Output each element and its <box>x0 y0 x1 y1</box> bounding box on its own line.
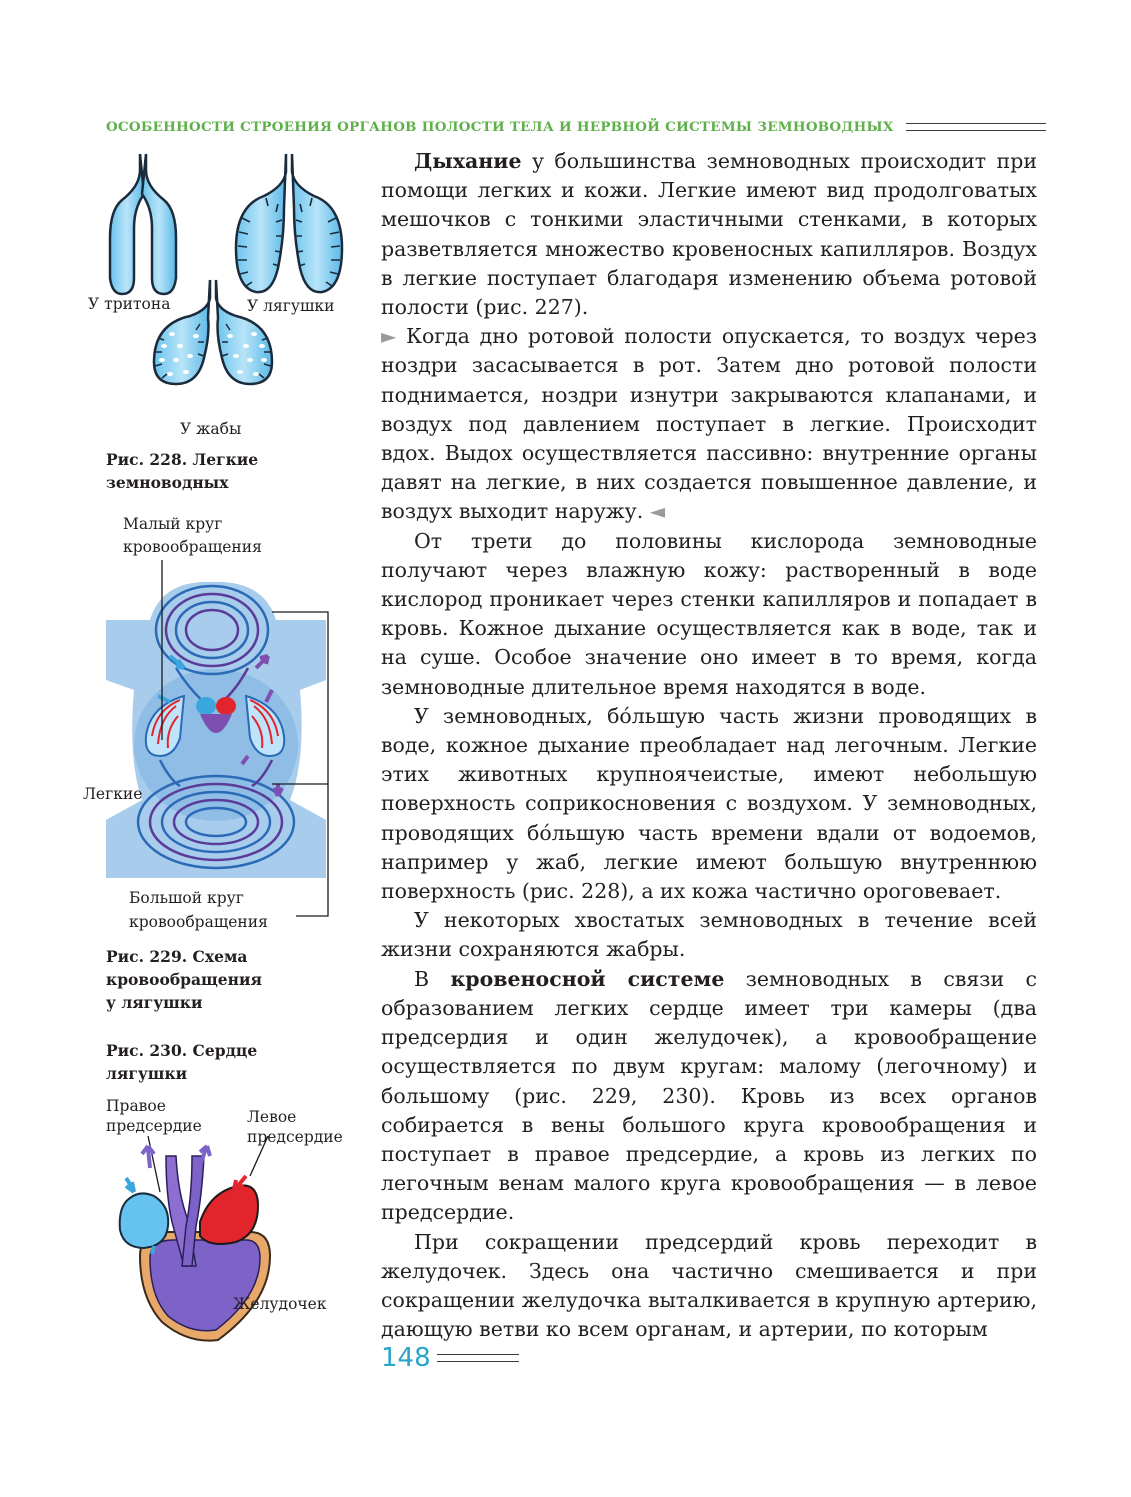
caption-228-line1: Рис. 228. Легкие <box>106 450 259 469</box>
label-ventricle: Желудочек <box>233 1295 327 1313</box>
caption-229-line3: у лягушки <box>106 993 203 1012</box>
newt-lungs <box>110 154 176 294</box>
main-text-column <box>381 147 1037 1344</box>
caption-figure-228 <box>106 448 258 494</box>
caption-figure-229 <box>106 945 262 1014</box>
label-small-circle-line2: кровообращения <box>123 538 262 556</box>
label-toad: У жабы <box>180 420 242 438</box>
caption-229-line2: кровообращения <box>106 970 262 989</box>
page-number-rule <box>437 1354 519 1362</box>
paragraph-gills: У некоторых хвостатых земноводных в течение всей жизни сохраняются жабры. <box>381 908 1037 962</box>
paragraph-circulatory: В кровеносной системе земноводных в связи с образованием легких сердце имеет три камеры (два предсердия и один желудочек), а кровообращение осуществляется по двум кругам: малому (легочному) и большому (рис. 229, 230). Кровь из всех органов собирается в вены большого круга кровообращения и поступает в правое предсердие, а кровь из легких по легочным венам малого круга кровообращения — в левое предсердие. <box>381 966 1037 1225</box>
figure-228-lungs <box>100 148 362 388</box>
caption-figure-230 <box>106 1039 257 1085</box>
page-number: 148 <box>381 1343 431 1373</box>
label-frog: У лягушки <box>247 297 335 315</box>
right-atrium <box>120 1193 169 1248</box>
label-left-atrium-line1: Левое <box>247 1108 297 1126</box>
label-right-atrium-line1: Правое <box>106 1097 166 1115</box>
label-lungs: Легкие <box>83 785 143 803</box>
running-header <box>106 117 1046 137</box>
label-right-atrium-line2: предсердие <box>106 1117 202 1135</box>
label-newt: У тритона <box>88 295 171 313</box>
caption-229-line1: Рис. 229. Схема <box>106 947 248 966</box>
label-left-atrium-line2: предсердие <box>247 1128 343 1146</box>
paragraph-skin-breathing: От трети до половины кислорода земноводные получают через влажную кожу: растворенный в воде кислород проникает через стенки капилляров и попадает в кровь. Кожное дыхание осуществляется как в воде, так и на суше. Особое значение оно имеет в то время, когда земноводные длительное время находятся в воде. <box>381 528 1037 699</box>
caption-230-line1: Рис. 230. Сердце <box>106 1041 258 1060</box>
running-header-title: ОСОБЕННОСТИ СТРОЕНИЯ ОРГАНОВ ПОЛОСТИ ТЕЛА И НЕРВНОЙ СИСТЕМЫ ЗЕМНОВОДНЫХ <box>106 119 894 135</box>
header-double-rule <box>906 123 1046 131</box>
caption-228-line2: земноводных <box>106 473 229 492</box>
paragraph-mechanism: ► Когда дно ротовой полости опускается, то воздух через ноздри засасывается в рот. Затем дно ротовой полости поднимается, ноздри изнутри закрываются клапанами, и воздух под давлением поступает в легкие. Происходит вдох. Выдох осуществляется пассивно: внутренние органы давят на легкие, в них создается повышенное давление, и воздух выходит наружу. ◄ <box>381 324 1037 524</box>
frog-lungs <box>236 154 342 292</box>
marker-start-icon: ► <box>381 324 397 349</box>
figure-229-circulation <box>100 560 340 920</box>
paragraph-contraction: При сокращении предсердий кровь переходит в желудочек. Здесь она частично смешивается и при сокращении желудочка выталкивается в крупную артерию, дающую ветви ко всем органам, и артерии, по которым <box>381 1229 1037 1342</box>
paragraph-breathing: Дыхание у большинства земноводных происходит при помощи легких и кожи. Легкие имеют вид продолговатых мешочков с тонкими эластичными стенками, в которых разветвляется множество кровеносных капилляров. Воздух в легкие поступает благодаря изменению объема ротовой полости (рис. 227). <box>381 149 1037 320</box>
term-breathing: Дыхание <box>414 149 522 173</box>
marker-end-icon: ◄ <box>649 499 666 524</box>
caption-230-line2: лягушки <box>106 1064 188 1083</box>
label-big-circle-line2: кровообращения <box>129 913 268 931</box>
page-number-block <box>381 1343 519 1373</box>
term-circulatory-system: кровеносной системе <box>450 966 725 991</box>
label-small-circle-line1: Малый круг <box>123 515 223 533</box>
paragraph-aquatic: У земноводных, бо́льшую часть жизни проводящих в воде, кожное дыхание преобладает над легочным. Легкие этих животных крупноячеистые, имеют небольшую поверхность соприкосновения с воздухом. У земноводных, проводящих бо́льшую часть времени вдали от водоемов, например у жаб, легкие имеют большую внутреннюю поверхность (рис. 228), а их кожа частично ороговевает. <box>381 703 1037 904</box>
label-big-circle-line1: Большой круг <box>129 889 244 907</box>
